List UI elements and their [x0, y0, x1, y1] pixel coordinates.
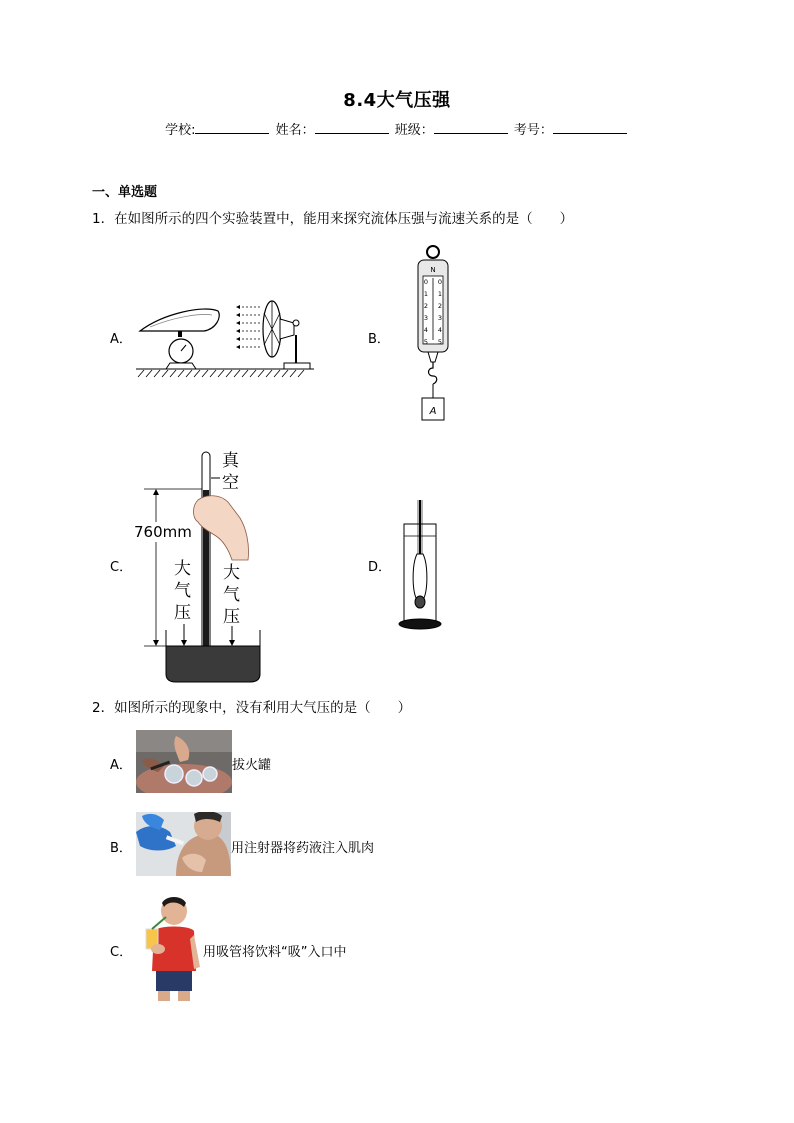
vacuum-char-2: 空	[222, 473, 239, 493]
scale-right-2: 2	[437, 302, 443, 310]
atm-right-1: 大	[223, 563, 240, 583]
atm-right-3: 压	[223, 607, 240, 627]
question-2-stem: 2．如图所示的现象中，没有利用大气压的是（ ）	[92, 700, 412, 716]
question-1-stem: 1．在如图所示的四个实验装置中，能用来探究流体压强与流速关系的是（ ）	[92, 211, 574, 227]
scale-left-5: 5	[423, 338, 429, 346]
vacuum-char-1: 真	[222, 451, 239, 471]
q1-option-c-letter: C．	[110, 560, 133, 575]
q1-option-a-figure	[134, 293, 316, 379]
q2-option-c-letter: C．	[110, 945, 133, 960]
name-blank	[315, 121, 389, 134]
school-blank	[195, 121, 269, 134]
id-label: 考号：	[513, 123, 553, 138]
atm-right-2: 气	[223, 585, 240, 605]
q2-option-a-letter: A．	[110, 758, 132, 773]
block-label: A	[429, 406, 437, 417]
q2-option-b-letter: B．	[110, 841, 132, 856]
scale-left-3: 3	[423, 314, 429, 322]
scale-right-3: 3	[437, 314, 443, 322]
q2-option-a-text: 拔火罐	[232, 758, 272, 773]
section-heading: 一、单选题	[92, 185, 158, 200]
q2-option-b-text: 用注射器将药液注入肌肉	[231, 841, 375, 856]
q1-option-a-letter: A．	[110, 332, 132, 347]
q1-option-d-hydrometer-figure	[396, 498, 444, 632]
student-info-line	[0, 119, 794, 138]
q1-option-b-letter: B．	[368, 332, 390, 347]
name-label: 姓名：	[275, 123, 315, 138]
atm-left-3: 压	[174, 603, 191, 623]
scale-right-1: 1	[437, 290, 443, 298]
scale-left-2: 2	[423, 302, 429, 310]
atm-left-1: 大	[174, 559, 191, 579]
scale-left-0: 0	[423, 278, 429, 286]
height-label: 760mm	[134, 523, 192, 541]
q2-option-b-injection-photo	[136, 812, 231, 876]
scale-left-4: 4	[423, 326, 429, 334]
class-blank	[434, 121, 508, 134]
scale-left-1: 1	[423, 290, 429, 298]
atm-left-2: 气	[174, 581, 191, 601]
id-blank	[553, 121, 627, 134]
class-label: 班级：	[394, 123, 434, 138]
scale-right-0: 0	[437, 278, 443, 286]
q2-option-c-text: 用吸管将饮料“吸”入口中	[203, 945, 347, 960]
q1-option-c-torricelli-figure	[132, 448, 262, 684]
q2-option-c-straw-drinking-photo	[138, 895, 202, 1001]
q1-option-d-letter: D．	[368, 560, 392, 575]
scale-right-4: 4	[437, 326, 443, 334]
school-label: 学校:	[165, 123, 196, 138]
q2-option-a-cupping-photo	[136, 730, 232, 793]
scale-right-5: 5	[437, 338, 443, 346]
q1-option-b-spring-scale	[410, 244, 456, 424]
page-title: 8.4大气压强	[343, 90, 451, 111]
spring-scale-unit: N	[430, 266, 436, 274]
